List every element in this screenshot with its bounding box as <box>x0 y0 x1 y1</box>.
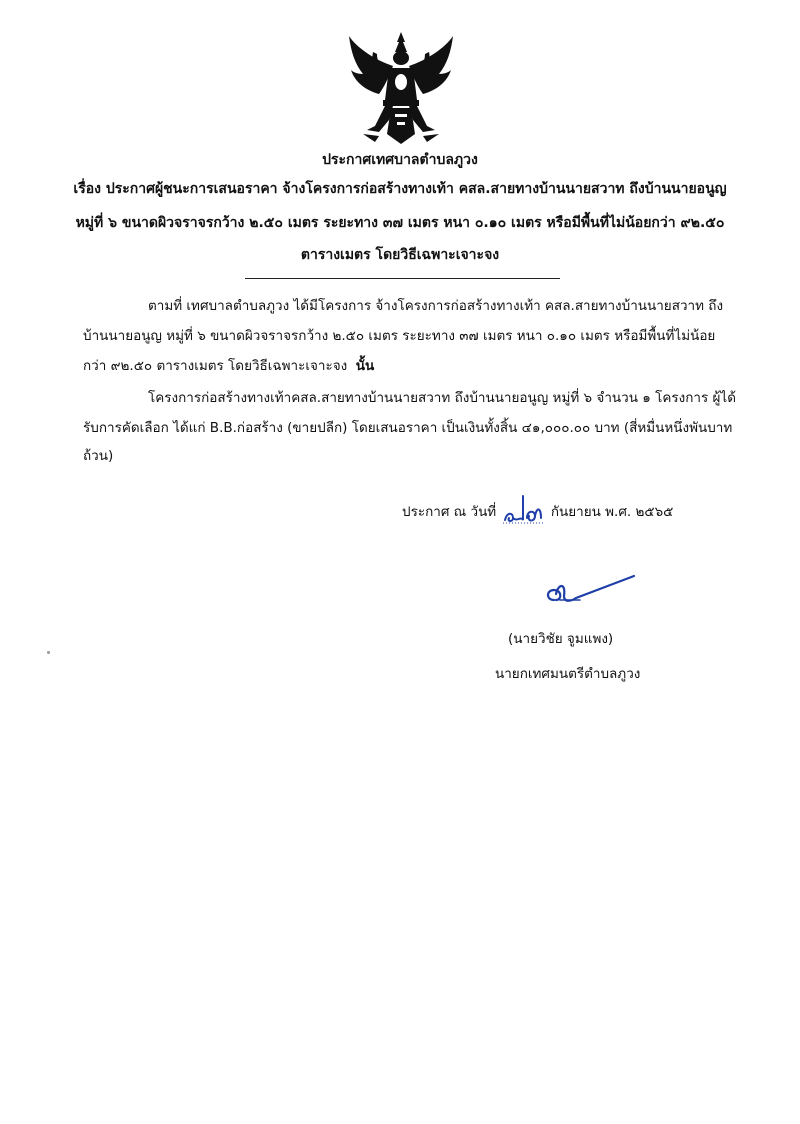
subject-line-2: หมู่ที่ ๖ ขนาดผิวจราจรกว้าง ๒.๕๐ เมตร ระยะทาง ๓๗ เมตร หนา ๐.๑๐ เมตร หรือมีพื้นที่ไม่น้อยกว่า ๙๒.๕๐ <box>75 215 725 231</box>
signatory-name: (นายวิชัย จูมแพง) <box>508 631 614 647</box>
signature-icon <box>540 570 640 612</box>
paragraph-2-line-2: รับการคัดเลือก ได้แก่ B.B.ก่อสร้าง (ขายปลีก) โดยเสนอราคา เป็นเงินทั้งสิ้น ๔๑,๐๐๐.๐๐ บาท (สี่หมื่นหนึ่งพันบาท <box>83 420 733 436</box>
paragraph-1-line-3 <box>83 356 374 376</box>
announcement-date <box>402 498 673 528</box>
garuda-emblem-icon <box>345 30 457 148</box>
paragraph-1-closing-word: นั้น <box>355 358 375 374</box>
handwritten-day <box>501 498 547 528</box>
paragraph-1-line-1: ตามที่ เทศบาลตำบลภูวง ได้มีโครงการ จ้างโครงการก่อสร้างทางเท้า คสล.สายทางบ้านนายสวาท ถึง <box>148 298 724 314</box>
date-month-year: กันยายน พ.ศ. ๒๕๖๕ <box>550 504 674 520</box>
subject-line-1: เรื่อง ประกาศผู้ชนะการเสนอราคา จ้างโครงการก่อสร้างทางเท้า คสล.สายทางบ้านนายสวาท ถึงบ้านนายอนูญ <box>73 181 727 197</box>
paragraph-1-line-2: บ้านนายอนูญ หมู่ที่ ๖ ขนาดผิวจราจรกว้าง ๒.๕๐ เมตร ระยะทาง ๓๗ เมตร หนา ๐.๑๐ เมตร หรือมีพื้นที่ไม่น้อย <box>83 328 716 344</box>
paragraph-2-line-1: โครงการก่อสร้างทางเท้าคสล.สายทางบ้านนายสวาท ถึงบ้านนายอนูญ หมู่ที่ ๖ จำนวน ๑ โครงการ ผู้ได้ <box>148 390 736 406</box>
signatory-position: นายกเทศมนตรีตำบลภูวง <box>495 666 641 682</box>
paragraph-1-line-3-text: กว่า ๙๒.๕๐ ตารางเมตร โดยวิธีเฉพาะเจาะจง <box>83 358 348 374</box>
subject-line-3: ตารางเมตร โดยวิธีเฉพาะเจาะจง <box>300 247 500 263</box>
paragraph-2-line-3: ถ้วน) <box>83 448 114 464</box>
title-divider <box>245 278 560 279</box>
handwritten-day-numeral <box>501 492 547 528</box>
scan-speck <box>47 651 50 654</box>
announcement-title: ประกาศเทศบาลตำบลภูวง <box>322 152 478 168</box>
date-prefix: ประกาศ ณ วันที่ <box>402 504 497 520</box>
